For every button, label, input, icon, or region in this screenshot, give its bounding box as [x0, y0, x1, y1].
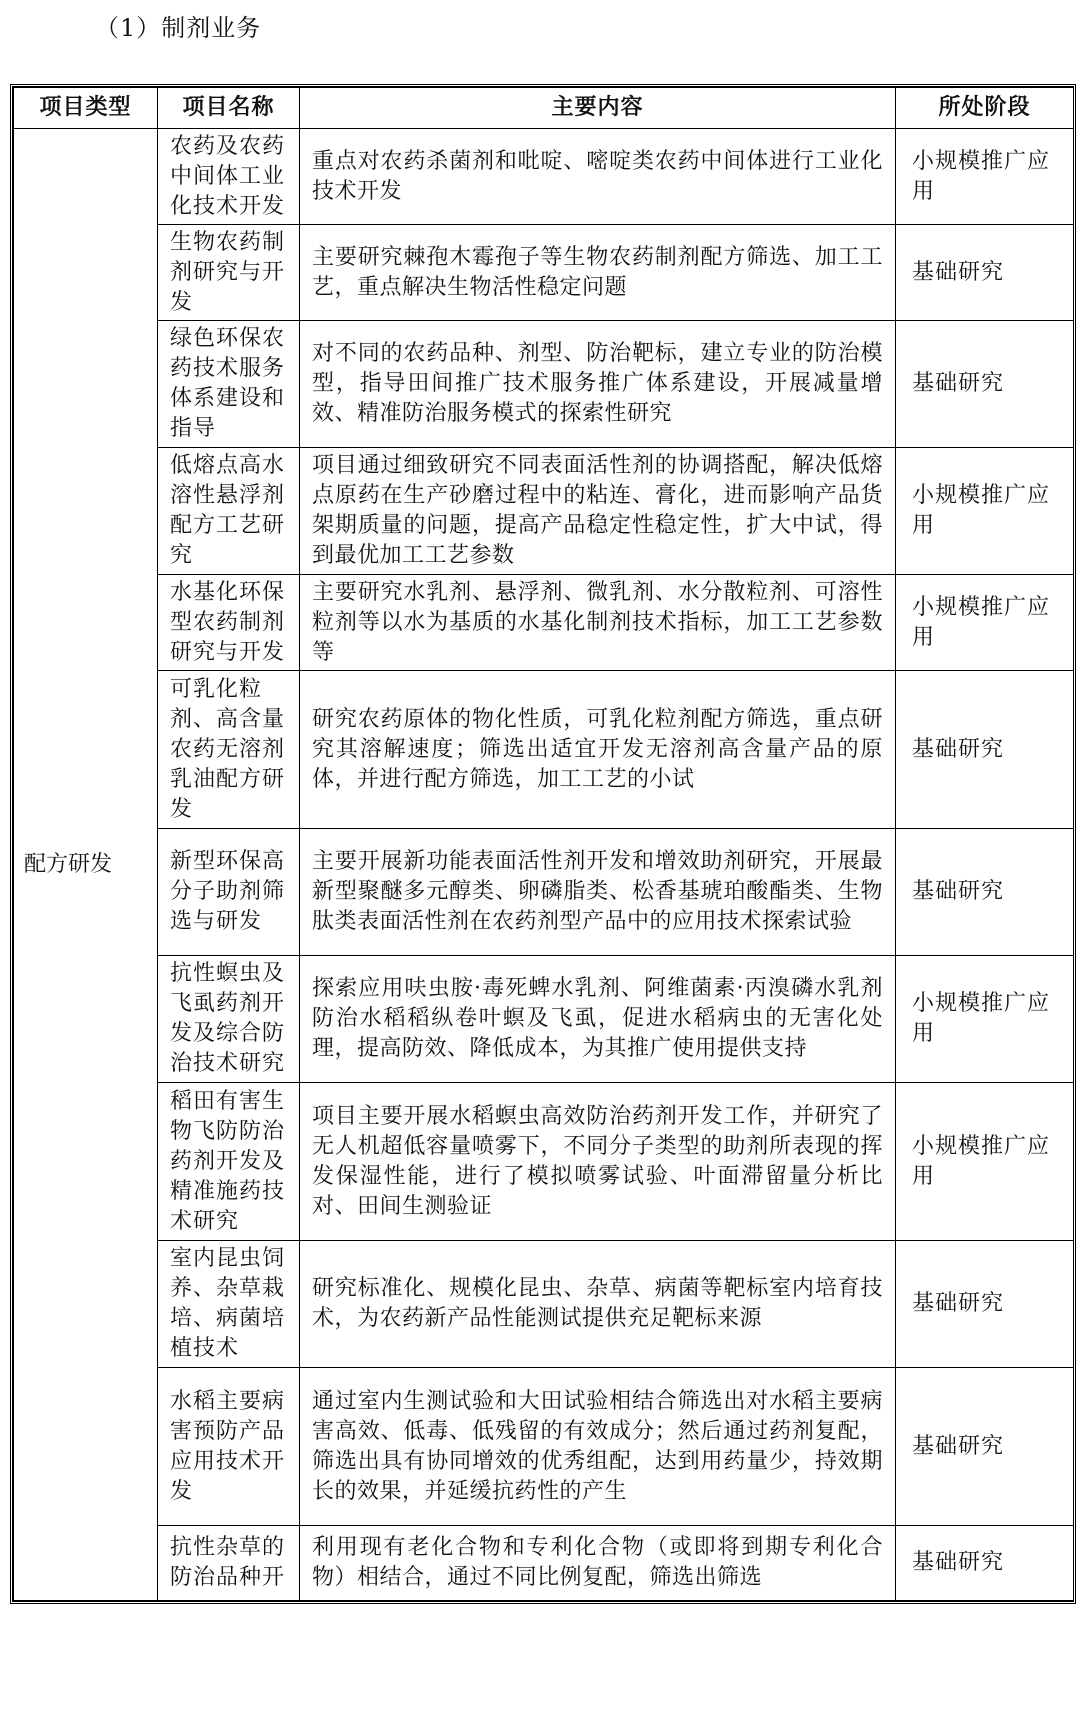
- project-name: 抗性杂草的防治品种开: [158, 1526, 300, 1601]
- project-name: 农药及农药中间体工业化技术开发: [158, 129, 300, 225]
- table-row: [14, 671, 1074, 829]
- project-stage: 基础研究: [896, 1526, 1074, 1601]
- section-heading: （1）制剂业务: [95, 14, 262, 42]
- table-row: [14, 1083, 1074, 1241]
- project-stage: 小规模推广应用: [896, 129, 1074, 225]
- table-row: [14, 129, 1074, 225]
- project-content: 研究标准化、规模化昆虫、杂草、病菌等靶标室内培育技术，为农药新产品性能测试提供充足靶标来源: [300, 1241, 896, 1368]
- table-header-row: [14, 88, 1074, 129]
- project-content: 项目通过细致研究不同表面活性剂的协调搭配，解决低熔点原药在生产砂磨过程中的粘连、膏化，进而影响产品货架期质量的问题，提高产品稳定性稳定性，扩大中试，得到最优加工工艺参数: [300, 448, 896, 575]
- project-name: 可乳化粒剂、高含量农药无溶剂乳油配方研发: [158, 671, 300, 829]
- project-content: 研究农药原体的物化性质，可乳化粒剂配方筛选，重点研究其溶解速度；筛选出适宜开发无溶剂高含量产品的原体，并进行配方筛选，加工工艺的小试: [300, 671, 896, 829]
- project-name: 水基化环保型农药制剂研究与开发: [158, 575, 300, 671]
- project-stage: 基础研究: [896, 1368, 1074, 1526]
- project-name: 室内昆虫饲养、杂草栽培、病菌培植技术: [158, 1241, 300, 1368]
- project-name: 稻田有害生物飞防防治药剂开发及精准施药技术研究: [158, 1083, 300, 1241]
- project-stage: 基础研究: [896, 671, 1074, 829]
- header-main-content: 主要内容: [300, 88, 896, 129]
- project-stage: 小规模推广应用: [896, 956, 1074, 1083]
- project-content: 主要研究棘孢木霉孢子等生物农药制剂配方筛选、加工工艺，重点解决生物活性稳定问题: [300, 225, 896, 321]
- table-row: [14, 225, 1074, 321]
- project-stage: 基础研究: [896, 321, 1074, 448]
- project-name: 抗性螟虫及飞虱药剂开发及综合防治技术研究: [158, 956, 300, 1083]
- table-row: [14, 1368, 1074, 1526]
- header-stage: 所处阶段: [896, 88, 1074, 129]
- project-stage: 基础研究: [896, 829, 1074, 956]
- project-content: 利用现有老化合物和专利化合物（或即将到期专利化合物）相结合，通过不同比例复配，筛选出筛选: [300, 1526, 896, 1601]
- project-name: 生物农药制剂研究与开发: [158, 225, 300, 321]
- project-content: 主要开展新功能表面活性剂开发和增效助剂研究，开展最新型聚醚多元醇类、卵磷脂类、松香基琥珀酸酯类、生物肽类表面活性剂在农药剂型产品中的应用技术探索试验: [300, 829, 896, 956]
- project-stage: 基础研究: [896, 225, 1074, 321]
- project-stage: 小规模推广应用: [896, 448, 1074, 575]
- project-name: 新型环保高分子助剂筛选与研发: [158, 829, 300, 956]
- project-name: 绿色环保农药技术服务体系建设和指导: [158, 321, 300, 448]
- project-content: 探索应用呋虫胺·毒死蜱水乳剂、阿维菌素·丙溴磷水乳剂防治水稻稻纵卷叶螟及飞虱，促进水稻病虫的无害化处理，提高防效、降低成本，为其推广使用提供支持: [300, 956, 896, 1083]
- table-row: [14, 1526, 1074, 1601]
- project-name: 低熔点高水溶性悬浮剂配方工艺研究: [158, 448, 300, 575]
- project-stage: 小规模推广应用: [896, 575, 1074, 671]
- project-type-cell: 配方研发: [14, 129, 158, 1601]
- table-row: [14, 575, 1074, 671]
- projects-table: [10, 84, 1076, 1604]
- header-project-type: 项目类型: [14, 88, 158, 129]
- table-row: [14, 448, 1074, 575]
- project-content: 项目主要开展水稻螟虫高效防治药剂开发工作，并研究了无人机超低容量喷雾下，不同分子类型的助剂所表现的挥发保湿性能，进行了模拟喷雾试验、叶面滞留量分析比对、田间生测验证: [300, 1083, 896, 1241]
- project-content: 通过室内生测试验和大田试验相结合筛选出对水稻主要病害高效、低毒、低残留的有效成分；然后通过药剂复配，筛选出具有协同增效的优秀组配，达到用药量少，持效期长的效果，并延缓抗药性的产生: [300, 1368, 896, 1526]
- header-project-name: 项目名称: [158, 88, 300, 129]
- project-stage: 基础研究: [896, 1241, 1074, 1368]
- project-content: 重点对农药杀菌剂和吡啶、嘧啶类农药中间体进行工业化技术开发: [300, 129, 896, 225]
- project-name: 水稻主要病害预防产品应用技术开发: [158, 1368, 300, 1526]
- table-row: [14, 829, 1074, 956]
- table-row: [14, 956, 1074, 1083]
- project-content: 对不同的农药品种、剂型、防治靶标，建立专业的防治模型，指导田间推广技术服务推广体系建设，开展减量增效、精准防治服务模式的探索性研究: [300, 321, 896, 448]
- project-stage: 小规模推广应用: [896, 1083, 1074, 1241]
- project-content: 主要研究水乳剂、悬浮剂、微乳剂、水分散粒剂、可溶性粒剂等以水为基质的水基化制剂技术指标，加工工艺参数等: [300, 575, 896, 671]
- table-row: [14, 321, 1074, 448]
- table-row: [14, 1241, 1074, 1368]
